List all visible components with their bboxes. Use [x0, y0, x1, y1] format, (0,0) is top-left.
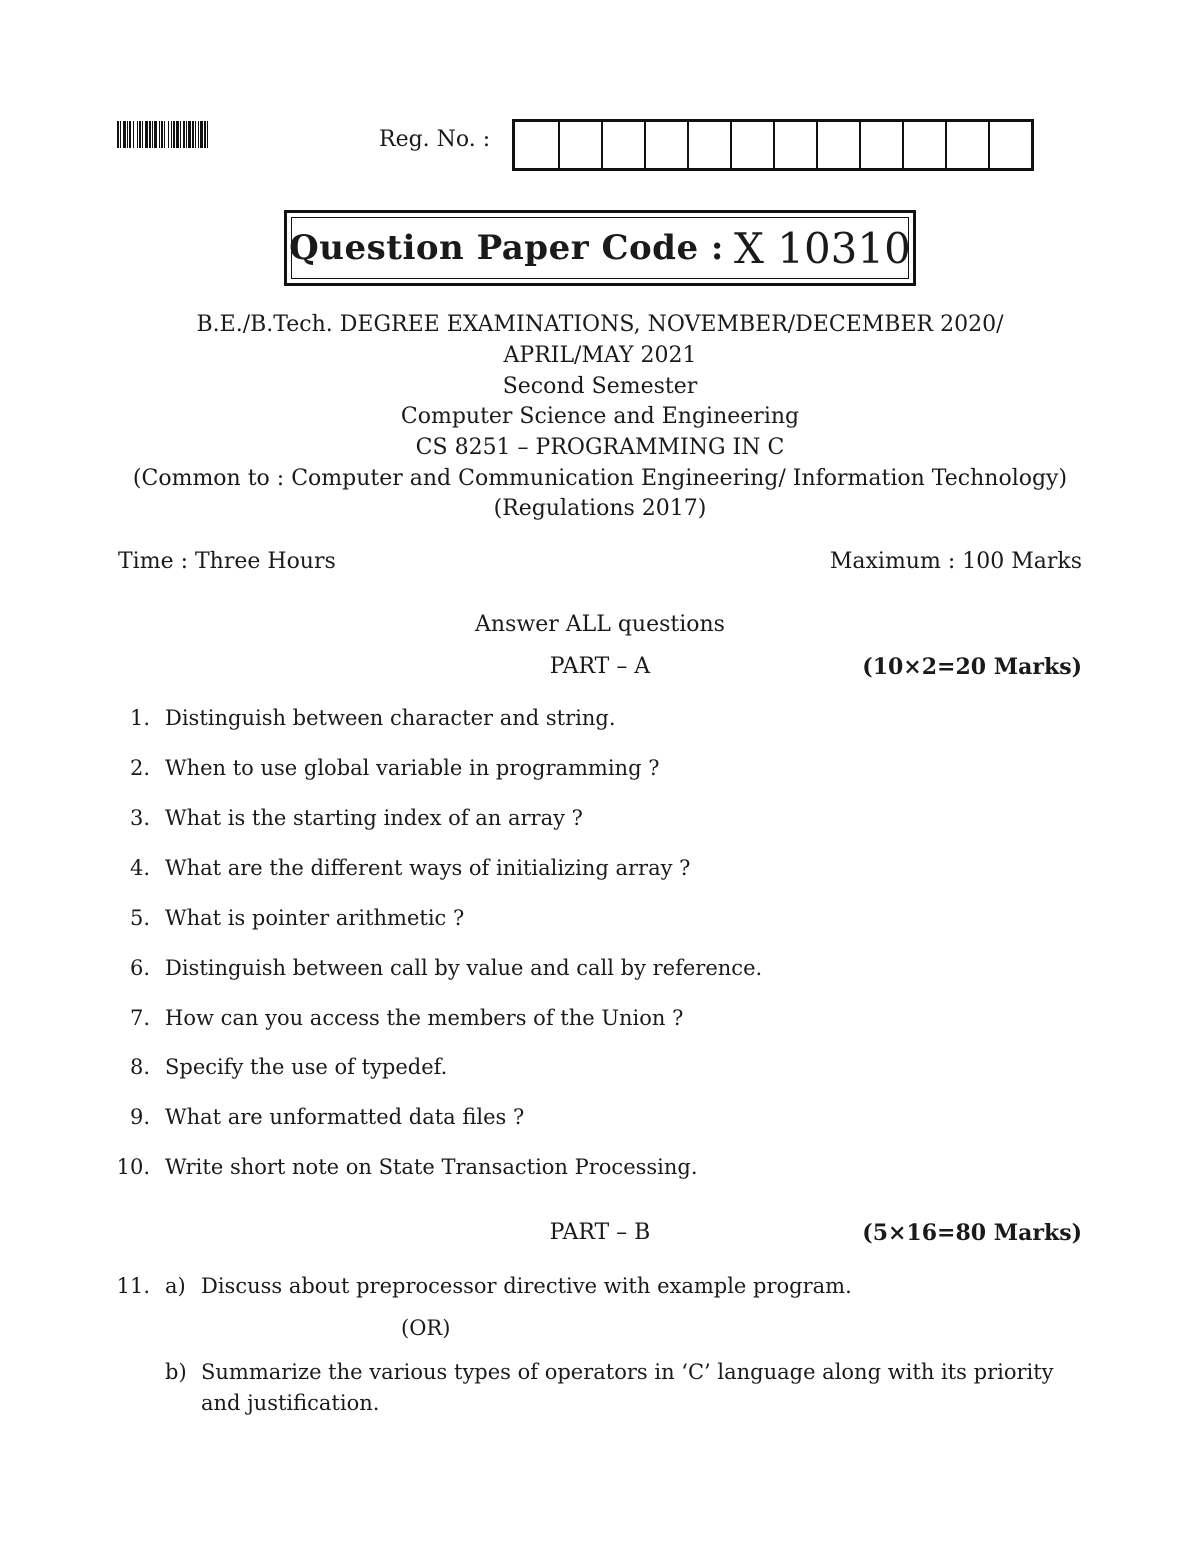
question-number: 7.: [129, 1006, 150, 1030]
option-label-a: a): [165, 1274, 186, 1298]
question-number: 6.: [129, 956, 150, 980]
question-text: What is pointer arithmetic ?: [165, 906, 465, 930]
question-number: 3.: [129, 806, 150, 830]
question-text: What are the different ways of initializing array ?: [165, 856, 691, 880]
question-text: Write short note on State Transaction Processing.: [165, 1155, 698, 1179]
question-number: 10.: [116, 1155, 150, 1179]
question-number: 8.: [129, 1055, 150, 1079]
regulations: (Regulations 2017): [493, 496, 707, 521]
reg-no-digit-box: [644, 122, 687, 168]
question-text: How can you access the members of the Union ?: [165, 1006, 684, 1030]
question-number: 5.: [129, 906, 150, 930]
question-number: 9.: [129, 1105, 150, 1129]
question-paper-code-box: [284, 210, 916, 286]
reg-no-digit-box: [558, 122, 601, 168]
exam-title-line-1: B.E./B.Tech. DEGREE EXAMINATIONS, NOVEMBER/DECEMBER 2020/: [196, 312, 1004, 337]
reg-no-digit-box: [601, 122, 644, 168]
part-a-title: PART – A: [549, 654, 651, 679]
question-number: 4.: [129, 856, 150, 880]
question-number: 1.: [129, 706, 150, 730]
question-text-11a: Discuss about preprocessor directive with example program.: [201, 1274, 852, 1298]
question-paper-code-value: X 10310: [733, 223, 911, 273]
question-text-11b-line-2: and justification.: [201, 1391, 380, 1415]
part-a-marks: (10×2=20 Marks): [862, 654, 1082, 680]
question-paper-code-label: Question Paper Code :: [289, 228, 724, 268]
question-number: 2.: [129, 756, 150, 780]
reg-no-label: Reg. No. :: [379, 127, 491, 152]
or-separator: (OR): [401, 1316, 451, 1340]
reg-no-digit-box: [730, 122, 773, 168]
reg-no-digit-box: [515, 122, 558, 168]
part-b-marks: (5×16=80 Marks): [862, 1220, 1082, 1246]
question-text: Specify the use of typedef.: [165, 1055, 448, 1079]
question-text: When to use global variable in programming ?: [165, 756, 660, 780]
reg-no-digit-box: [816, 122, 859, 168]
maximum-marks: Maximum : 100 Marks: [829, 549, 1082, 574]
department: Computer Science and Engineering: [400, 404, 800, 429]
reg-no-digit-box: [945, 122, 988, 168]
part-b-title: PART – B: [549, 1220, 651, 1245]
reg-no-digit-box: [988, 122, 1031, 168]
semester: Second Semester: [502, 374, 698, 399]
question-text: What is the starting index of an array ?: [165, 806, 583, 830]
reg-no-digit-box: [859, 122, 902, 168]
barcode: [117, 121, 295, 148]
reg-no-digit-box: [773, 122, 816, 168]
course-title: CS 8251 – PROGRAMMING IN C: [415, 435, 785, 460]
question-text: Distinguish between character and string.: [165, 706, 616, 730]
question-text-11b-line-1: Summarize the various types of operators in ‘C’ language along with its priority: [201, 1360, 1054, 1384]
reg-no-digit-box: [902, 122, 945, 168]
reg-no-boxes: [512, 119, 1034, 171]
exam-title-line-2: APRIL/MAY 2021: [503, 343, 697, 368]
common-to: (Common to : Computer and Communication Engineering/ Information Technology): [132, 466, 1068, 491]
time-allowed: Time : Three Hours: [118, 549, 336, 574]
question-text: Distinguish between call by value and call by reference.: [165, 956, 763, 980]
option-label-b: b): [165, 1360, 187, 1384]
reg-no-digit-box: [687, 122, 730, 168]
question-text: What are unformatted data files ?: [165, 1105, 525, 1129]
question-number: 11.: [116, 1274, 150, 1298]
instruction: Answer ALL questions: [475, 612, 725, 637]
